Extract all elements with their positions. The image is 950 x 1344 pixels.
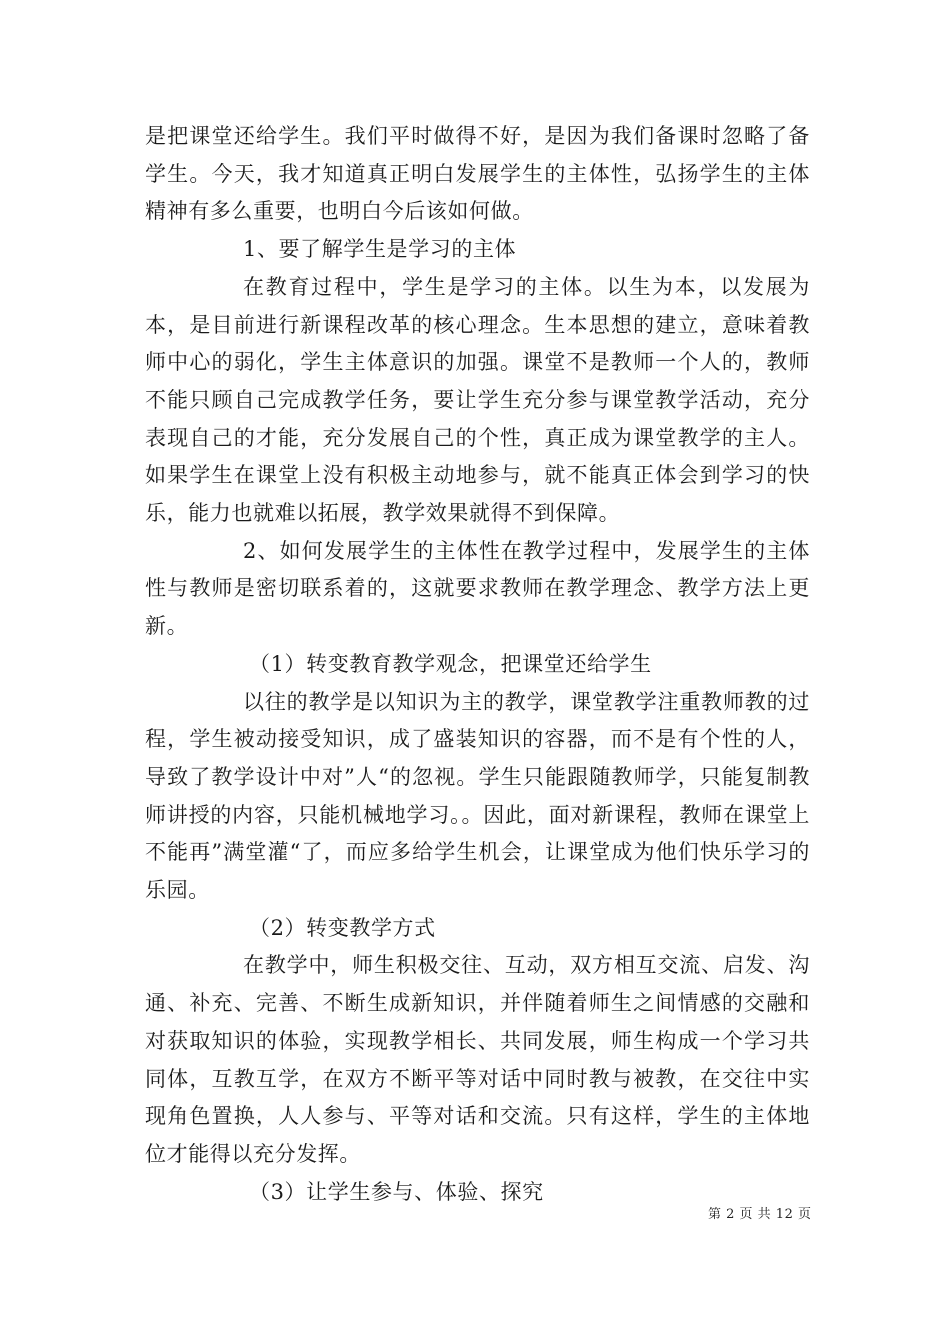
page-number-footer: 第 2 页 共 12 页 [708,1207,812,1222]
section-heading-1: 1、要了解学生是学习的主体 [243,237,517,262]
subheading-2: （2）转变教学方式 [249,915,436,940]
subheading-1: （1）转变教育教学观念，把课堂还给学生 [249,651,652,676]
paragraph-student-subject: 在教育过程中，学生是学习的主体。以生为本，以发展为本，是目前进行新课程改革的核心理念。生本思想的建立，意味着教师中心的弱化，学生主体意识的加强。课堂不是教师一个人的，教师不能只顾自己完成教学任务，要让学生充分参与课堂教学活动，充分表现自己的才能，充分发展自己的个性，真正成为课堂教学的主人。如果学生在课堂上没有积极主动地参与，就不能真正体会到学习的快乐，能力也就难以拓展，教学效果就得不到保障。 [145,274,810,526]
paragraph-interaction: 在教学中，师生积极交往、互动，双方相互交流、启发、沟通、补充、完善、不断生成新知识，并伴随着师生之间情感的交融和对获取知识的体验，实现教学相长、共同发展，师生构成一个学习共同体，互教互学，在双方不断平等对话中同时教与被教，在交往中实现角色置换，人人参与、平等对话和交流。只有这样，学生的主体地位才能得以充分发挥。 [145,953,810,1166]
subheading-3: （3）让学生参与、体验、探究 [249,1179,544,1204]
paragraph-continuation: 是把课堂还给学生。我们平时做得不好，是因为我们备课时忽略了备学生。今天，我才知道真正明白发展学生的主体性，弘扬学生的主体精神有多么重要，也明白今后该如何做。 [145,124,810,224]
paragraph-develop-subjectivity: 2、如何发展学生的主体性在教学过程中，发展学生的主体性与教师是密切联系着的，这就要求教师在教学理念、教学方法上更新。 [145,538,810,639]
document-body [145,118,810,1211]
paragraph-past-teaching: 以往的教学是以知识为主的教学，课堂教学注重教师教的过程，学生被动接受知识，成了盛装知识的容器，而不是有个性的人，导致了教学设计中对”人“的忽视。学生只能跟随教师学，只能复制教师讲授的内容，只能机械地学习。。因此，面对新课程，教师在课堂上不能再”满堂灌“了，而应多给学生机会，让课堂成为他们快乐学习的乐园。 [145,689,810,903]
